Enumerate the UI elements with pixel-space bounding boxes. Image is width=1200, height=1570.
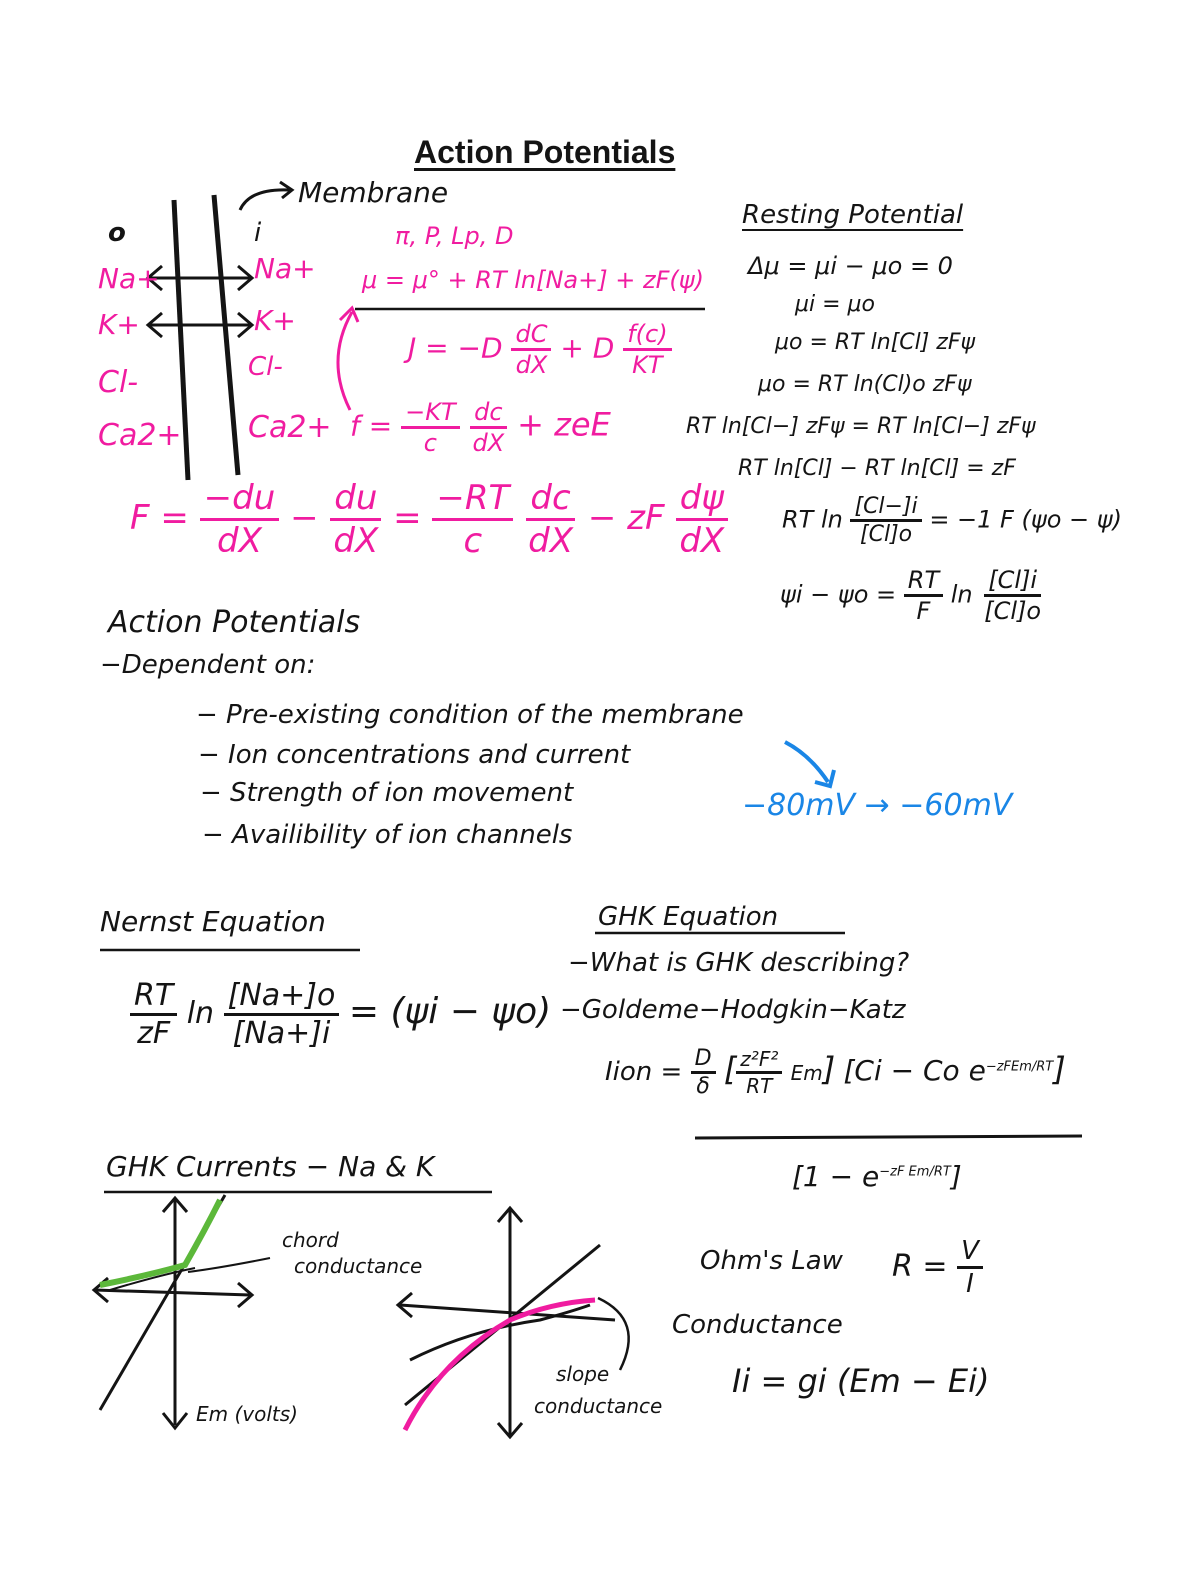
ap-item-1: − Pre-existing condition of the membrane: [196, 700, 744, 730]
membrane-pointer-arrow: [240, 190, 290, 210]
ap-item-3: − Strength of ion movement: [200, 778, 574, 808]
ion-na-in: Na+: [254, 252, 316, 285]
resting-line-3: μo = RT ln[Cl] zFψ: [775, 330, 975, 355]
slope-label: slope: [556, 1362, 610, 1386]
page-title: Action Potentials: [414, 134, 676, 170]
params-line: π, P, Lp, D: [395, 222, 514, 250]
chord-label: chord: [282, 1228, 339, 1252]
pink-bracket: [338, 312, 352, 410]
membrane-label: Membrane: [298, 176, 449, 209]
resting-line-2: μi = μo: [795, 292, 875, 317]
ghk-fraction-bar: [695, 1136, 1082, 1138]
resting-line-5: RT ln[Cl−] zFψ = RT ln[Cl−] zFψ: [686, 414, 1036, 439]
ion-k-out: K+: [98, 308, 140, 341]
mu-equation: μ = μ° + RT ln[Na+] + zF(ψ): [362, 266, 704, 294]
ap-dependent-on: −Dependent on:: [100, 650, 316, 680]
blue-curve-arrow: [785, 742, 828, 782]
ohms-law-label: Ohm's Law: [700, 1246, 843, 1276]
ohms-law-equation: R = $\frac{V}{I}$: [892, 1236, 983, 1299]
resting-heading: Resting Potential: [742, 200, 964, 230]
F-equation: F = $\frac{-du}{dX}$ − $\frac{du}{dX}$ = $\frac{-RT}{c}$ $\frac{dc}{dX}$ − zF $\frac{d\psi}{dX}$: [130, 478, 728, 561]
ap-item-2: − Ion concentrations and current: [198, 740, 631, 770]
ghk-currents-heading: GHK Currents − Na & K: [106, 1150, 435, 1183]
ion-ca-in: Ca2+: [248, 410, 332, 445]
conductance-equation: Ii = gi (Em − Ei): [732, 1362, 990, 1400]
ap-item-4: − Availibility of ion channels: [202, 820, 573, 850]
membrane-line-right: [214, 195, 238, 475]
resting-final: ψi − ψo = $\frac{RT}{F}$ ln $\frac{[Cl]i}{[Cl]o}$: [780, 566, 1042, 625]
chord-conductance-graph: [94, 1195, 270, 1428]
ghk-name: −Goldeme−Hodgkin−Katz: [560, 995, 906, 1025]
ghk-current-equation: Iion = $\frac{D}{\delta}$ [ $\frac{\text{z²F²}}{RT}$ Em] [Ci − Co $e^{-zFEm/RT}$]: [605, 1046, 1066, 1099]
force-equation: f = $\frac{-KT}{c}$ $\frac{dc}{dX}$ + zeE: [350, 398, 611, 457]
nernst-heading: Nernst Equation: [100, 905, 326, 938]
voltage-change: −80mV → −60mV: [742, 788, 1013, 823]
flux-equation: J = −D $\frac{dC}{dX}$ + D $\frac{f(c)}{KT}$: [408, 320, 672, 379]
ion-na-out: Na+: [98, 262, 160, 295]
chord-conductance-label: conductance: [294, 1254, 423, 1278]
resting-line-6: RT ln[Cl] − RT ln[Cl] = zF: [738, 456, 1016, 481]
ghk-heading: GHK Equation: [598, 902, 779, 932]
ion-k-in: K+: [254, 304, 296, 337]
conductance-label: Conductance: [672, 1310, 843, 1340]
em-axis-label: Em (volts): [196, 1402, 298, 1426]
slope-conductance-label: conductance: [534, 1394, 663, 1418]
resting-ratio: RT ln $\frac{[Cl-]i}{[Cl]o}$ = −1 F (ψo − ψ): [782, 494, 1122, 547]
outside-label: o: [108, 218, 126, 248]
resting-line-4: μo = RT ln(Cl)o zFψ: [758, 372, 972, 397]
ghk-denominator: $[1 - e^{-zF Em/RT}]$: [792, 1160, 962, 1193]
inside-label: i: [254, 218, 262, 248]
ion-cl-in: Cl-: [248, 352, 283, 382]
ion-ca-out: Ca2+: [98, 418, 182, 453]
ion-cl-out: Cl-: [98, 365, 139, 400]
resting-line-1: Δμ = μi − μo = 0: [748, 252, 953, 280]
ap-heading: Action Potentials: [108, 605, 361, 640]
ghk-question: −What is GHK describing?: [568, 948, 910, 978]
nernst-equation: $\frac{RT}{zF}$ ln $\frac{[Na+]o}{[Na+]i}$ = (ψi − ψo): [130, 978, 551, 1051]
